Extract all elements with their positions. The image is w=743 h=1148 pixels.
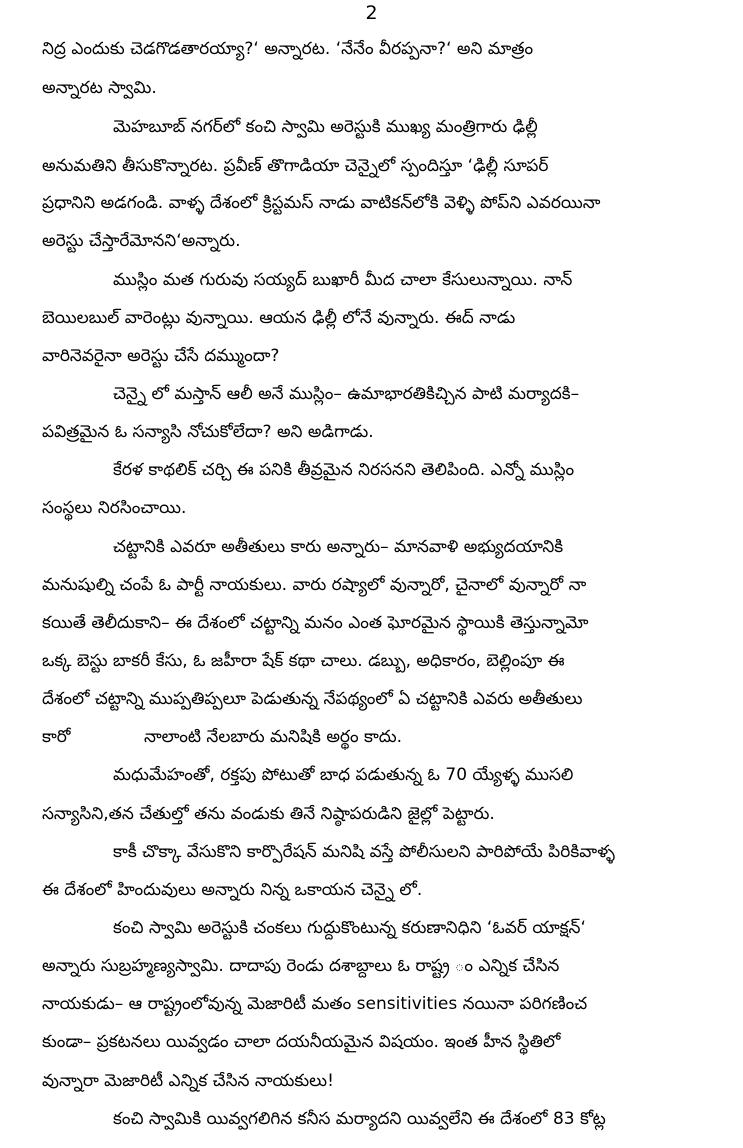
text-line: అరెస్టు చేస్తారేమోనని‘అన్నారు. <box>42 231 241 251</box>
text-line: కుండా– ప్రకటనలు యివ్వడం చాలా దయనీయమైన విషయం. ఇంత హీన స్థితిలో <box>42 1032 561 1052</box>
text-line: అనుమతిని తీసుకొన్నారట. ప్రవీణ్ తొగాడియా చెన్నైలో స్పందిస్తూ ‘ఢిల్లీ సూపర్ <box>42 156 549 176</box>
text-line: అన్నారట స్వామి. <box>42 78 157 98</box>
text-line: సంస్థలు నిరసించాయి. <box>42 498 187 518</box>
text-line: కంచి స్వామి అరెస్టుకి చంకలు గుద్దుకొంటున్న కరుణానిధిని ‘ఓవర్ యాక్షన్‘ <box>113 918 586 938</box>
text-line: చెన్నై లో మస్తాన్ ఆలీ అనే ముస్లిం– ఉమాభారతికిచ్చిన పాటి మర్యాదకి– <box>113 384 580 404</box>
text-line: చట్టానికి ఎవరూ అతీతులు కారు అన్నారు– మానవాళి అభ్యుదయానికి <box>113 537 564 557</box>
text-line: కయితే తెలీదుకాని– ఈ దేశంలో చట్టాన్ని మనం ఎంత ఘోరమైన స్థాయికి తెస్తున్నామో <box>42 613 589 633</box>
text-line: కారో నాలాంటి నేలబారు మనిషికి అర్థం కాదు. <box>42 727 403 747</box>
text-line: బెయిలబుల్ వారెంట్లు వున్నాయి. ఆయన ఢిల్లీ లోనే వున్నారు. ఈద్ నాడు <box>42 308 516 328</box>
text-line: అన్నారు సుబ్రహ్మణ్యస్వామి. దాదాపు రెండు దశాబ్దాలు ఓ రాష్ట్ర ం ఎన్నిక చేసిన <box>42 956 560 976</box>
text-line: పవిత్రమైన ఓ సన్యాసి నోచుకోలేదా? అని అడిగాడు. <box>42 422 374 442</box>
text-line: ఈ దేశంలో హిందువులు అన్నారు నిన్న ఒకాయన చెన్నై లో. <box>42 880 423 900</box>
page-number: 2 <box>365 2 378 24</box>
text-line: దేశంలో చట్టాన్ని ముప్పతిప్పలూ పెడుతున్న నేపథ్యంలో ఏ చట్టానికి ఎవరు అతీతులు <box>42 689 583 709</box>
text-line: కంచి స్వామికి యివ్వగలిగిన కనీస మర్యాదని యివ్వలేని ఈ దేశంలో 83 కోట్ల <box>113 1109 606 1129</box>
text-line: మనుషుల్ని చంపే ఓ పార్టీ నాయకులు. వారు రష్యాలో వున్నారో, చైనాలో వున్నారో నా <box>42 575 587 595</box>
text-line: మధుమేహంతో, రక్తపు పోటుతో బాధ పడుతున్న ఓ 70 య్యేళ్ళ ముసలి <box>113 765 574 785</box>
text-line: నాయకుడు– ఆ రాష్ట్రంలోవున్న మెజారిటీ మతం sensitivities నయినా పరిగణించ <box>42 994 588 1014</box>
text-line: కాకీ చొక్కా వేసుకొని కార్పొరేషన్ మనిషి వస్తే పోలీసులని పారిపోయే పిరికివాళ్ళ <box>113 842 616 862</box>
text-line: ముస్లిం మత గురువు సయ్యద్ బుఖారీ మీద చాలా కేసులున్నాయి. నాన్ <box>113 270 573 290</box>
text-line: మెహబూబ్ నగర్‌లో కంచి స్వామి అరెస్టుకి ముఖ్య మంత్రిగారు ఢిల్లీ <box>113 117 538 137</box>
text-line: సన్యాసిని,తన చేతుల్తో తను వండుకు తినే నిష్ఠాపరుడిని జైల్లో పెట్టారు. <box>42 804 495 824</box>
text-line: కేరళ కాథలిక్ చర్చి ఈ పనికి తీవ్రమైన నిరసనని తెలిపింది. ఎన్నో ముస్లిం <box>113 460 575 480</box>
text-line: వున్నారా మెజారిటీ ఎన్నిక చేసిన నాయకులు! <box>42 1071 334 1091</box>
text-line: ప్రధానిని అడగండి. వాళ్ళ దేశంలో క్రిస్టమస్ నాడు వాటికన్‌లోకి వెళ్ళి పోప్‌ని ఎవరయినా <box>42 193 601 213</box>
text-line: వారినెవరైనా అరెస్టు చేసే దమ్ముందా? <box>42 346 280 366</box>
text-line: నిద్ర ఎందుకు చెడగొడతారయ్యా?‘ అన్నారట. ‘నేనేం వీరప్పనా?‘ అని మాత్రం <box>42 39 534 59</box>
text-line: ఒక్క బెస్టు బాకరీ కేసు, ఓ జహీరా షేక్ కథా చాలు. డబ్బు, అధికారం, బెల్లింపూ ఈ <box>42 651 565 671</box>
